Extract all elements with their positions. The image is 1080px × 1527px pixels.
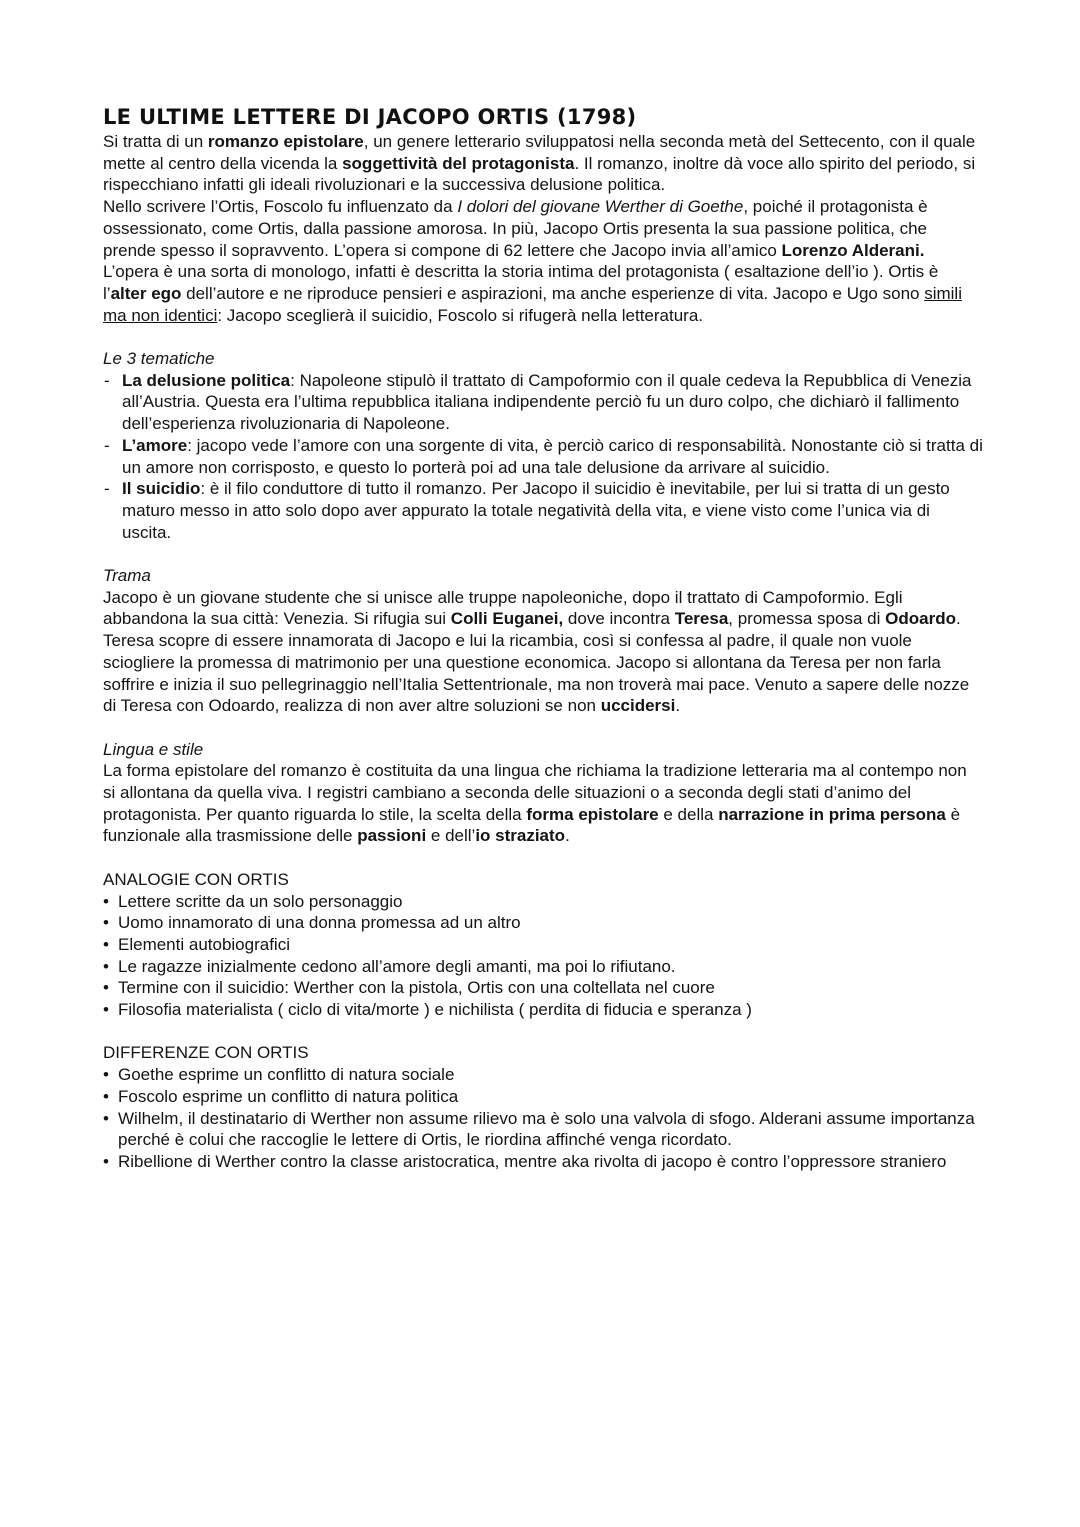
- text-span: Jacopo è un giovane studente che si unisce alle truppe napoleoniche, dopo il trattato di Campoformio. Egli abbandona la sua città: Venezia. Si rifugia sui: [103, 587, 903, 629]
- list-item: [103, 478, 983, 543]
- intro-paragraph-3: [103, 261, 983, 326]
- lingua-heading: Lingua e stile: [103, 739, 204, 759]
- text-span: : jacopo vede l’amore con una sorgente di vita, è perciò carico di responsabilità. Nonostante ciò si tratta di un amore non corrisposto, e questo lo porterà poi ad una tale delusione da arrivare al suicidio.: [122, 435, 983, 477]
- bold-term: uccidersi: [600, 696, 676, 716]
- differenze-heading: DIFFERENZE CON ORTIS: [103, 1043, 309, 1063]
- text-span: dell’autore e ne riproduce pensieri e aspirazioni, ma anche esperienze di vita. Jacopo e Ugo sono: [181, 283, 925, 303]
- text-span: La forma epistolare del romanzo è costituita da una lingua che richiama la tradizione letteraria ma al contempo non si allontana da quella viva. I registri cambiano a seconda delle situazioni o a seconda degli stati d’animo del protagonista. Per quanto riguarda lo stile, la scelta della: [103, 761, 967, 824]
- text-span: e dell’: [426, 826, 476, 846]
- list-item: • Filosofia materialista ( ciclo di vita/morte ) e nichilista ( perdita di fiducia e speranza ): [103, 999, 983, 1021]
- list-item: • Le ragazze inizialmente cedono all’amore degli amanti, ma poi lo rifiutano.: [103, 956, 983, 978]
- underlined-term: simili ma non identici: [103, 283, 962, 325]
- text-span: L’opera è una sorta di monologo, infatti è descritta la storia intima del protagonista ( esaltazione dell’io ). Ortis è l’: [103, 262, 939, 303]
- text-span: dove incontra: [563, 609, 675, 629]
- bold-term: Il suicidio: [122, 479, 201, 499]
- differenze-list: [103, 1064, 983, 1173]
- list-item: • Goethe esprime un conflitto di natura sociale: [103, 1064, 983, 1086]
- analogie-list: [103, 891, 983, 1021]
- text-span: , promessa sposa di: [728, 609, 886, 629]
- list-item: • Elementi autobiografici: [103, 934, 983, 956]
- text-span: : è il filo conduttore di tutto il romanzo. Per Jacopo il suicidio è inevitabile, per lui si tratta di un gesto maturo messo in atto solo dopo aver appurato la totale negatività della vita, e viene visto come l’unica via di uscita.: [122, 479, 950, 542]
- lingua-paragraph: [103, 760, 983, 847]
- tematiche-heading: Le 3 tematiche: [103, 349, 215, 369]
- list-item: • Foscolo esprime un conflitto di natura politica: [103, 1086, 983, 1108]
- trama-heading: Trama: [103, 566, 151, 586]
- bold-term: soggettività del protagonista: [342, 153, 575, 173]
- bold-term: L’amore: [122, 435, 188, 455]
- trama-paragraph: [103, 587, 983, 717]
- document-title: LE ULTIME LETTERE DI JACOPO ORTIS (1798): [103, 105, 637, 129]
- text-span: Nello scrivere l’Ortis, Foscolo fu influenzato da: [103, 197, 458, 217]
- bold-term: romanzo epistolare: [207, 132, 364, 151]
- text-span: : Jacopo sceglierà il suicidio, Foscolo si rifugerà nella letteratura.: [217, 305, 704, 325]
- bold-term: narrazione in prima persona: [718, 804, 946, 824]
- text-span: , un genere letterario sviluppatosi nella seconda metà del Settecento, con il quale mette al centro della vicenda la: [103, 132, 976, 173]
- bold-term: alter ego: [110, 283, 182, 303]
- text-span: . Il romanzo, inoltre dà voce allo spirito del periodo, si rispecchiano infatti gli ideali rivoluzionari e la successiva delusione politica.: [103, 153, 976, 195]
- text-span: Si tratta di un: [103, 132, 208, 151]
- intro-paragraph-1: [103, 131, 983, 196]
- bold-term: Colli Euganei,: [450, 609, 564, 629]
- text-span: , poiché il protagonista è ossessionato, come Ortis, dalla passione amorosa. In più, Jacopo Ortis presenta la sua passione politica, che prende spesso il sopravvento. L’opera si compone di 62 lettere che Jacopo invia all’amico: [103, 197, 928, 260]
- text-span: .: [675, 696, 681, 716]
- bold-term: La delusione politica: [122, 370, 291, 390]
- bold-term: Lorenzo Alderani.: [781, 240, 925, 260]
- italic-title: I dolori del giovane Werther di Goethe: [457, 197, 744, 217]
- bold-term: forma epistolare: [526, 804, 659, 824]
- text-span: .: [565, 826, 570, 846]
- list-item: [103, 370, 983, 435]
- bold-term: passioni: [357, 826, 427, 846]
- list-item: • Uomo innamorato di una donna promessa ad un altro: [103, 912, 983, 934]
- analogie-heading: ANALOGIE CON ORTIS: [103, 869, 289, 889]
- text-span: . Teresa scopre di essere innamorata di Jacopo e lui la ricambia, così si confessa al padre, il quale non vuole sciogliere la promessa di matrimonio per una questione economica. Jacopo si allontana da Teresa per non farla soffrire e inizia il suo pellegrinaggio nell’Italia Settentrionale, ma non troverà mai pace. Venuto a sapere delle nozze di Teresa con Odoardo, realizza di non aver altre soluzioni se non: [103, 609, 970, 716]
- text-span: e della: [658, 804, 719, 824]
- list-item: • Lettere scritte da un solo personaggio: [103, 891, 983, 913]
- document-page: [103, 104, 983, 1173]
- list-item: • Termine con il suicidio: Werther con la pistola, Ortis con una coltellata nel cuore: [103, 977, 983, 999]
- tematiche-list: [103, 370, 983, 544]
- list-item: • Wilhelm, il destinatario di Werther non assume rilievo ma è solo una valvola di sfogo. Alderani assume importanza perché è colui che raccoglie le lettere di Ortis, le riordina affinché venga ricordato.: [103, 1108, 983, 1151]
- bold-term: io straziato: [475, 826, 566, 846]
- list-item: [103, 435, 983, 478]
- list-item: • Ribellione di Werther contro la classe aristocratica, mentre aka rivolta di jacopo è contro l’oppressore straniero: [103, 1151, 983, 1173]
- intro-paragraph-2: [103, 196, 983, 261]
- bold-term: Odoardo: [885, 609, 956, 629]
- text-span: : Napoleone stipulò il trattato di Campoformio con il quale cedeva la Repubblica di Venezia all’Austria. Questa era l’ultima repubblica italiana indipendente perciò fu un duro colpo, che dichiarò il fallimento dell’esperienza rivoluzionaria di Napoleone.: [122, 370, 972, 434]
- text-span: è funzionale alla trasmissione delle: [103, 804, 961, 846]
- bold-term: Teresa: [674, 609, 729, 629]
